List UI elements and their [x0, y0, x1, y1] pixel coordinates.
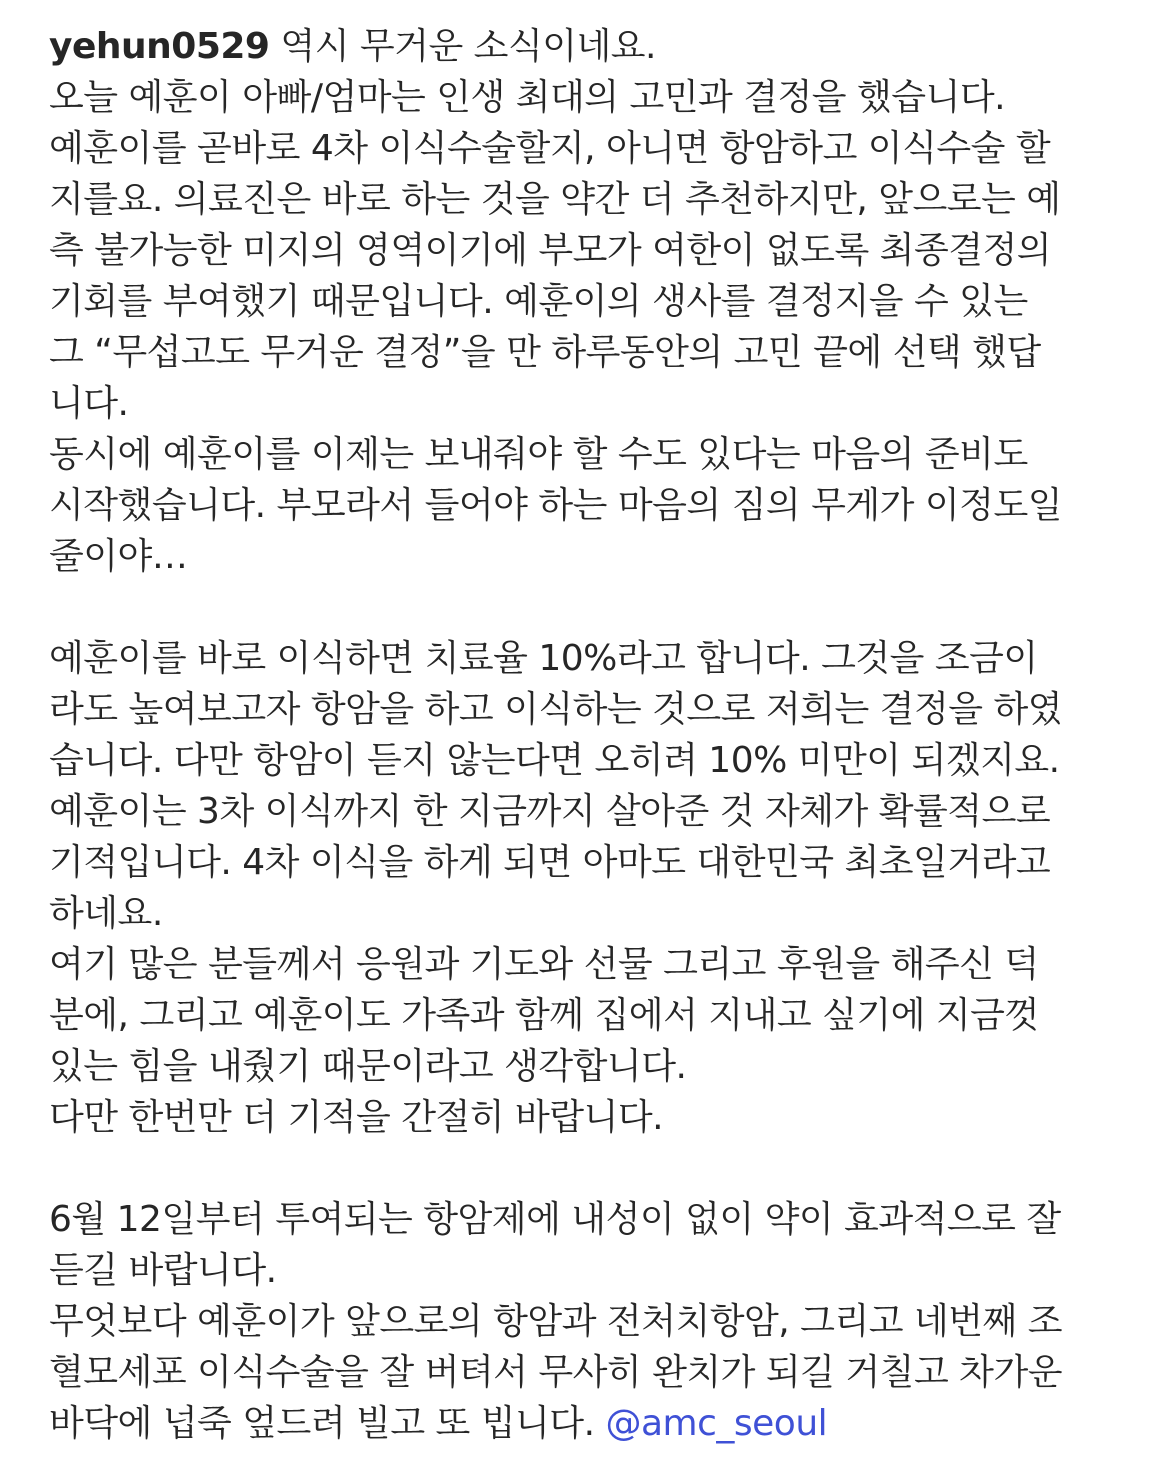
caption-line: 6월 12일부터 투여되는 항암제에 내성이 없이 약이 효과적으로 잘: [49, 1199, 1061, 1240]
caption-text: 역시 무거운 소식이네요.: [269, 26, 657, 67]
mention-link[interactable]: @amc_seoul: [605, 1403, 828, 1444]
username-link[interactable]: yehun0529: [49, 26, 270, 67]
caption-line: 하네요.: [49, 893, 163, 934]
caption-blank-line: [49, 582, 1129, 633]
caption-line: 예훈이를 곧바로 4차 이식수술할지, 아니면 항암하고 이식수술 할: [49, 128, 1051, 169]
caption-line: 오늘 예훈이 아빠/엄마는 인생 최대의 고민과 결정을 했습니다.: [49, 77, 1006, 118]
caption-line: 습니다. 다만 항암이 듣지 않는다면 오히려 10% 미만이 되겠지요.: [49, 740, 1060, 781]
caption-line: 여기 많은 분들께서 응원과 기도와 선물 그리고 후원을 해주신 덕: [49, 944, 1039, 985]
caption-first-line: [49, 21, 1129, 72]
caption-line: 동시에 예훈이를 이제는 보내줘야 할 수도 있다는 마음의 준비도: [49, 434, 1028, 475]
post-caption: [49, 21, 1129, 1449]
caption-last-line: [49, 1398, 1129, 1449]
caption-line: 시작했습니다. 부모라서 들어야 하는 마음의 짐의 무게가 이정도일: [49, 485, 1062, 526]
caption-line: 기회를 부여했기 때문입니다. 예훈이의 생사를 결정지을 수 있는: [49, 281, 1028, 322]
caption-line: 다만 한번만 더 기적을 간절히 바랍니다.: [49, 1097, 664, 1138]
caption-blank-line: [49, 1143, 1129, 1194]
caption-line: 측 불가능한 미지의 영역이기에 부모가 여한이 없도록 최종결정의: [49, 230, 1052, 271]
caption-line: 무엇보다 예훈이가 앞으로의 항암과 전처치항암, 그리고 네번째 조: [49, 1301, 1062, 1342]
caption-text: 바닥에 넙죽 엎드려 빌고 또 빕니다.: [49, 1403, 606, 1444]
caption-line: 듣길 바랍니다.: [49, 1250, 277, 1291]
caption-line: 기적입니다. 4차 이식을 하게 되면 아마도 대한민국 최초일거라고: [49, 842, 1051, 883]
caption-line: 있는 힘을 내줬기 때문이라고 생각합니다.: [49, 1046, 687, 1087]
caption-line: 니다.: [49, 383, 129, 424]
caption-line: 예훈이를 바로 이식하면 치료율 10%라고 합니다. 그것을 조금이: [49, 638, 1038, 679]
caption-line: 라도 높여보고자 항암을 하고 이식하는 것으로 저희는 결정을 하였: [49, 689, 1062, 730]
caption-line: 분에, 그리고 예훈이도 가족과 함께 집에서 지내고 싶기에 지금껏: [49, 995, 1039, 1036]
caption-line: 혈모세포 이식수술을 잘 버텨서 무사히 완치가 되길 거칠고 차가운: [49, 1352, 1062, 1393]
caption-line: 그 “무섭고도 무거운 결정”을 만 하루동안의 고민 끝에 선택 했답: [49, 332, 1041, 373]
caption-line: 줄이야…: [49, 536, 188, 577]
caption-line: 예훈이는 3차 이식까지 한 지금까지 살아준 것 자체가 확률적으로: [49, 791, 1051, 832]
caption-line: 지를요. 의료진은 바로 하는 것을 약간 더 추천하지만, 앞으로는 예: [49, 179, 1061, 220]
